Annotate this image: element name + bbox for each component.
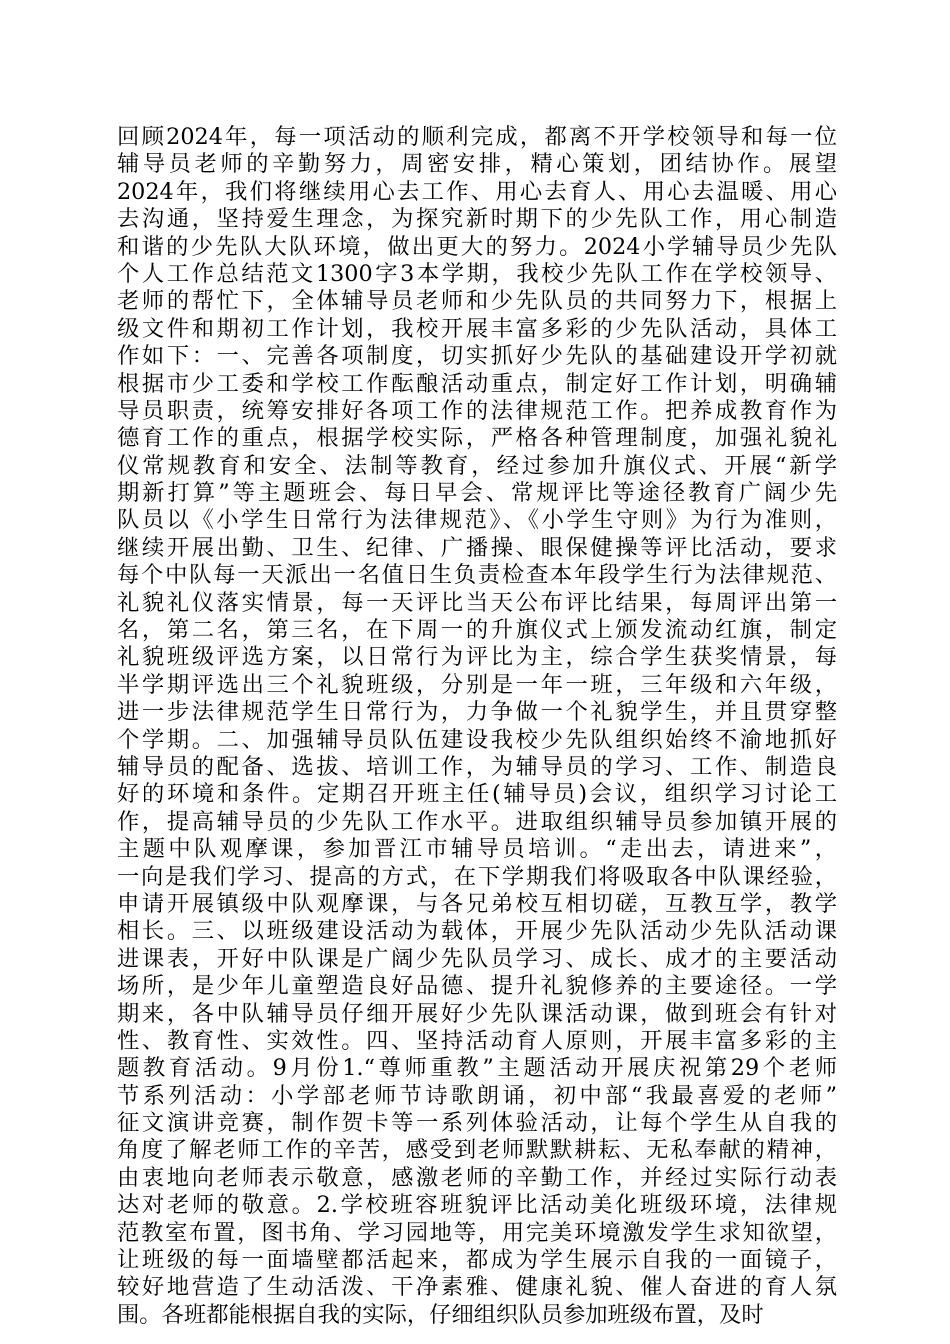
text-line: 2024年，我们将继续用心去工作、用心去育人、用心去温暖、用心 [117, 178, 837, 205]
text-line: 期来，各中队辅导员仔细开展好少先队课活动课，做到班会有针对 [117, 1000, 837, 1027]
text-line: 每个中队每一天派出一名值日生负责检查本年段学生行为法律规范、 [117, 562, 837, 589]
text-line: 性、教育性、实效性。四、坚持活动育人原则，开展丰富多彩的主 [117, 1027, 837, 1054]
text-line: 个学期。二、加强辅导员队伍建设我校少先队组织始终不渝地抓好 [117, 726, 837, 753]
text-line: 队员以《小学生日常行为法律规范》、《小学生守则》为行为准则， [117, 507, 837, 534]
text-line: 范教室布置，图书角、学习园地等，用完美环境激发学生求知欲望， [117, 1219, 837, 1246]
text-line: 礼貌礼仪落实情景，每一天评比当天公布评比结果，每周评出第一 [117, 589, 837, 616]
text-line: 根据市少工委和学校工作酝酿活动重点，制定好工作计划，明确辅 [117, 370, 837, 397]
text-line: 由衷地向老师表示敬意，感激老师的辛勤工作，并经过实际行动表 [117, 1164, 837, 1191]
text-line: 达对老师的敬意。2.学校班容班貌评比活动美化班级环境，法律规 [117, 1192, 837, 1219]
text-line: 较好地营造了生动活泼、干净素雅、健康礼貌、催人奋进的育人氛 [117, 1274, 837, 1301]
text-line: 进一步法律规范学生日常行为，力争做一个礼貌学生，并且贯穿整 [117, 699, 837, 726]
text-line: 礼貌班级评选方案，以日常行为评比为主，综合学生获奖情景，每 [117, 644, 837, 671]
text-line: 进课表，开好中队课是广阔少先队员学习、成长、成才的主要活动 [117, 945, 837, 972]
text-line: 个人工作总结范文1300字3本学期，我校少先队工作在学校领导、 [117, 260, 837, 287]
text-line: 老师的帮忙下，全体辅导员老师和少先队员的共同努力下，根据上 [117, 288, 837, 315]
text-line: 名，第二名，第三名，在下周一的升旗仪式上颁发流动红旗，制定 [117, 617, 837, 644]
text-line: 相长。三、以班级建设活动为载体，开展少先队活动少先队活动课 [117, 918, 837, 945]
text-line: 德育工作的重点，根据学校实际，严格各种管理制度，加强礼貌礼 [117, 425, 837, 452]
text-line: 好的环境和条件。定期召开班主任(辅导员)会议，组织学习讨论工 [117, 781, 837, 808]
text-line: 申请开展镇级中队观摩课，与各兄弟校互相切磋，互教互学，教学 [117, 890, 837, 917]
text-line: 作如下：一、完善各项制度，切实抓好少先队的基础建设开学初就 [117, 343, 837, 370]
text-line: 级文件和期初工作计划，我校开展丰富多彩的少先队活动，具体工 [117, 315, 837, 342]
text-line: 题教育活动。9月份1.“尊师重教”主题活动开展庆祝第29个老师 [117, 1055, 837, 1082]
text-line: 角度了解老师工作的辛苦，感受到老师默默耕耘、无私奉献的精神， [117, 1137, 837, 1164]
text-line: 去沟通，坚持爱生理念，为探究新时期下的少先队工作，用心制造 [117, 206, 837, 233]
text-line: 征文演讲竞赛，制作贺卡等一系列体验活动，让每个学生从自我的 [117, 1110, 837, 1137]
text-line: 辅导员老师的辛勤努力，周密安排，精心策划，团结协作。展望 [117, 151, 837, 178]
text-line: 期新打算”等主题班会、每日早会、常规评比等途径教育广阔少先 [117, 480, 837, 507]
text-line: 围。各班都能根据自我的实际，仔细组织队员参加班级布置，及时 [117, 1301, 764, 1328]
text-line: 一向是我们学习、提高的方式，在下学期我们将吸取各中队课经验， [117, 863, 837, 890]
text-line: 导员职责，统筹安排好各项工作的法律规范工作。把养成教育作为 [117, 397, 837, 424]
text-line: 和谐的少先队大队环境，做出更大的努力。2024小学辅导员少先队 [117, 233, 837, 260]
text-line: 节系列活动：小学部老师节诗歌朗诵，初中部“我最喜爱的老师” [117, 1082, 837, 1109]
text-line: 回顾2024年，每一项活动的顺利完成，都离不开学校领导和每一位 [117, 124, 837, 150]
text-line: 让班级的每一面墙壁都活起来，都成为学生展示自我的一面镜子， [117, 1247, 837, 1274]
text-line: 半学期评选出三个礼貌班级，分别是一年一班，三年级和六年级， [117, 671, 837, 698]
text-line: 继续开展出勤、卫生、纪律、广播操、眼保健操等评比活动，要求 [117, 534, 837, 561]
body-text [117, 124, 837, 1329]
text-line: 主题中队观摩课，参加晋江市辅导员培训。“走出去，请进来”， [117, 836, 837, 863]
text-line: 作，提高辅导员的少先队工作水平。进取组织辅导员参加镇开展的 [117, 808, 837, 835]
text-line: 仪常规教育和安全、法制等教育，经过参加升旗仪式、开展“新学 [117, 452, 837, 479]
text-line: 辅导员的配备、选拔、培训工作，为辅导员的学习、工作、制造良 [117, 753, 837, 780]
text-line: 场所，是少年儿童塑造良好品德、提升礼貌修养的主要途径。一学 [117, 973, 837, 1000]
